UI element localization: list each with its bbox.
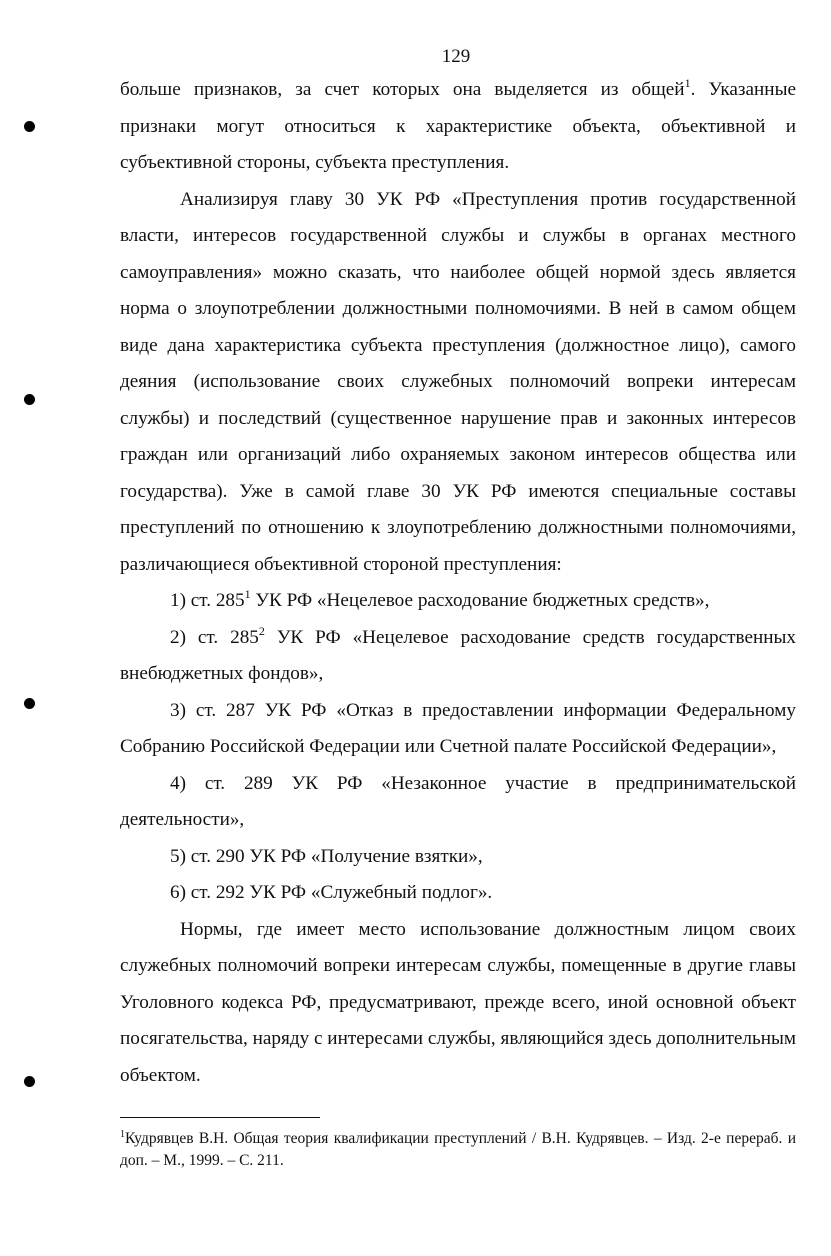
list-item: 6) ст. 292 УК РФ «Служебный подлог».: [170, 882, 493, 903]
paragraph-3: Нормы, где имеет место использование должностным лицом своих служебных полномочий вопреки интересам службы, помещенные в другие главы Уголовного кодекса РФ, предусматривают, прежде всего, иной основной объект посягательства, наряду с интересами службы, являющийся здесь дополнительным объектом.: [120, 918, 796, 1086]
body-text: [120, 72, 796, 1094]
paragraph-2: Анализируя главу 30 УК РФ «Преступления против государственной власти, интересов государственной службы и службы в органах местного самоуправления» можно сказать, что наиболее общей нормой здесь является норма о злоупотреблении должностными полномочиями. В ней в самом общем виде дана характеристика субъекта преступления (должностное лицо), самого деяния (использование своих служебных полномочий вопреки интересам службы) и последствий (существенное нарушение прав и законных интересов граждан или организаций либо охраняемых законом интересов общества или государства). Уже в самой главе 30 УК РФ имеются специальные составы преступлений по отношению к злоупотреблению должностными полномочиями, различающиеся объективной стороной преступления:: [120, 188, 796, 575]
list-item: [120, 620, 796, 693]
list-item-text-continued: УК РФ «Нецелевое расходование бюджетных средств»,: [250, 590, 710, 611]
paragraph-1: [120, 72, 796, 182]
list-item: [120, 583, 796, 620]
page-number: 129: [441, 46, 471, 67]
footnote-separator: [120, 1117, 320, 1118]
list-item: 4) ст. 289 УК РФ «Незаконное участие в предпринимательской деятельности»,: [120, 772, 796, 830]
footnote-marker: 1: [120, 1129, 125, 1140]
footnote: [120, 1128, 796, 1172]
punch-hole-mark: [24, 698, 35, 709]
punch-hole-mark: [24, 1076, 35, 1087]
footnote-reference: 1: [684, 76, 691, 90]
paragraph-1-text: больше признаков, за счет которых она выделяется из общей: [120, 79, 685, 100]
list-item-text: 2) ст. 285: [170, 626, 259, 648]
list-item-text-continued: УК РФ «Нецелевое расходование средств государственных внебюджетных фондов»,: [120, 626, 796, 684]
paragraph-1-text-continued: . Указанные признаки могут относиться к характеристике объекта, объективной и субъективной стороны, субъекта преступления.: [120, 79, 796, 173]
article-superscript: 2: [258, 623, 265, 638]
list-item: 5) ст. 290 УК РФ «Получение взятки»,: [170, 845, 483, 867]
list-item-text: 1) ст. 285: [170, 590, 245, 611]
punch-hole-mark: [24, 121, 35, 132]
article-superscript: 1: [244, 587, 251, 601]
footnote-text: Кудрявцев В.Н. Общая теория квалификации преступлений / В.Н. Кудрявцев. – Изд. 2-е перераб. и доп. – М., 1999. – С. 211.: [120, 1130, 796, 1169]
list-item: 3) ст. 287 УК РФ «Отказ в предоставлении информации Федеральному Собранию Российской Федерации или Счетной палате Российской Федерации»,: [120, 699, 796, 757]
punch-hole-mark: [24, 394, 35, 405]
